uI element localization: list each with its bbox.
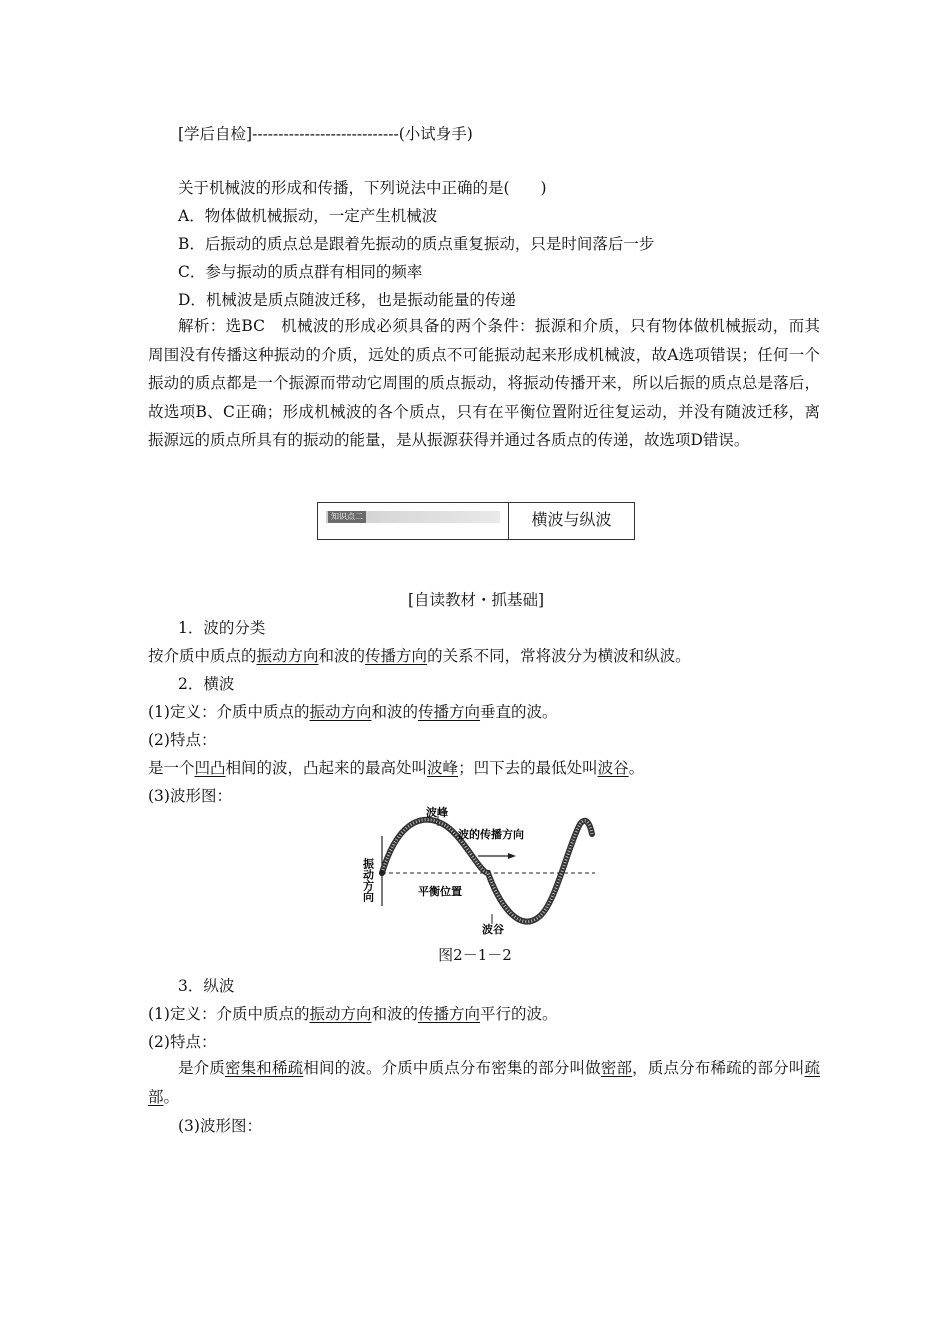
knowledge-point-title: 横波与纵波: [531, 510, 612, 529]
propagation-arrowhead: [508, 853, 516, 859]
key-term: 传播方向: [418, 703, 481, 721]
transverse-wave-figure: [361, 806, 600, 936]
section-3-graph-label: (3)波形图：: [178, 1117, 262, 1135]
crest-label: 波峰: [426, 806, 448, 819]
vibration-label: 振动方向: [361, 858, 375, 902]
option-b: B．后振动的质点总是跟着先振动的质点重复振动，只是时间落后一步: [178, 235, 655, 253]
analysis-paragraph: 解析：选BC 机械波的形成必须具备的两个条件：振源和介质，只有物体做机械振动，而其周围没有传播这种振动的介质，远处的质点不可能振动起来形成机械波，故A选项错误；任何一个振动的质点都是一个振源而带动它周围的质点振动，将振动传播开来，所以后振的质点总是落后，故选项B、C正确；形成机械波的各个质点，只有在平衡位置附近往复运动，并没有随波迁移，离振源远的质点所具有的振动的能量，是从振源获得并通过各质点的传递，故选项D错误。: [148, 317, 820, 450]
option-d: D．机械波是质点随波迁移，也是振动能量的传递: [178, 291, 516, 309]
key-term: 波峰: [427, 759, 459, 777]
trough-label: 波谷: [482, 923, 504, 936]
section-3-title: 3．纵波: [178, 977, 235, 995]
key-term: 密集和稀疏: [224, 1059, 304, 1077]
key-term: 振动方向: [256, 647, 319, 665]
section-3-feature-text: 是介质密集和稀疏相间的波。介质中质点分布密集的部分叫做密部，质点分布稀疏的部分叫疏部。: [148, 1059, 820, 1106]
self-check-header: [学后自检]----------------------------(小试身手): [178, 125, 473, 143]
option-a: A．物体做机械振动，一定产生机械波: [178, 207, 438, 225]
section-1-title: 1．波的分类: [178, 619, 266, 637]
key-term: 振动方向: [309, 1005, 372, 1023]
section-1-text: 按介质中质点的振动方向和波的传播方向的关系不同，常将波分为横波和纵波。: [148, 647, 691, 665]
figure-caption: 图2－1－2: [438, 946, 512, 964]
knowledge-point-banner: [317, 502, 635, 540]
knowledge-point-tag: 知识点二: [328, 511, 366, 523]
propagation-label: 波的传播方向: [458, 828, 524, 841]
key-term: 传播方向: [418, 1005, 481, 1023]
key-term: 凹凸: [194, 759, 226, 777]
key-term: 传播方向: [365, 647, 428, 665]
option-c: C．参与振动的质点群有相同的频率: [178, 263, 423, 281]
section-2-graph-label: (3)波形图：: [148, 787, 232, 805]
key-term: 振动方向: [309, 703, 372, 721]
key-term: 波谷: [597, 759, 629, 777]
section-2-feature-label: (2)特点：: [148, 731, 217, 749]
section-2-feature-text: 是一个凹凸相间的波，凸起来的最高处叫波峰；凹下去的最低处叫波谷。: [148, 759, 645, 777]
origin-point: [379, 870, 385, 876]
key-term: 密部: [600, 1059, 633, 1077]
question-stem: 关于机械波的形成和传播，下列说法中正确的是( ): [178, 179, 547, 197]
section-2-title: 2．横波: [178, 675, 235, 693]
section-2-definition: (1)定义：介质中质点的振动方向和波的传播方向垂直的波。: [148, 703, 558, 721]
section-3-feature-label: (2)特点：: [148, 1033, 217, 1051]
reading-header: [自读教材・抓基础]: [408, 591, 545, 609]
section-3-definition: (1)定义：介质中质点的振动方向和波的传播方向平行的波。: [148, 1005, 558, 1023]
equilibrium-label: 平衡位置: [418, 885, 462, 898]
key-term: 疏部: [148, 1059, 820, 1106]
